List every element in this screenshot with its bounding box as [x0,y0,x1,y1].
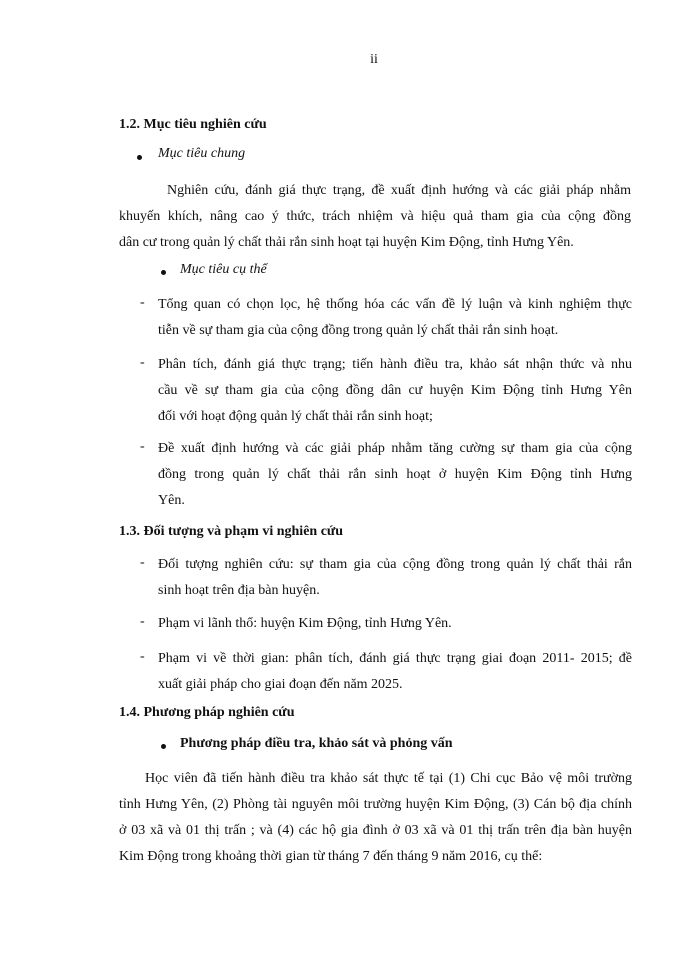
paragraph-line: khuyến khích, nâng cao ý thức, trách nhiệm và hiệu quả tham gia của cộng đồng [119,209,631,224]
section-heading-1-3: 1.3. Đối tượng và phạm vi nghiên cứu [119,524,344,539]
specific-item-2 [158,352,632,430]
paragraph-line: Học viên đã tiến hành điều tra khảo sát thực tế tại (1) Chi cục Bảo vệ môi trường [145,771,632,786]
specific-objective-label: Mục tiêu cụ thể [180,262,267,277]
dash-marker: - [140,614,145,629]
paragraph-line: Nghiên cứu, đánh giá thực trạng, đề xuất định hướng và các giải pháp nhằm [167,183,631,198]
item-line: Phạm vi về thời gian: phân tích, đánh giá thực trạng giai đoạn 2011- 2015; đề [158,651,632,666]
general-objective-paragraph [119,178,631,256]
dash-marker: - [140,649,145,664]
item-line: đối với hoạt động quản lý chất thải rắn sinh hoạt; [158,409,433,424]
item-line: đồng trong quản lý chất thải rắn sinh hoạt ở huyện Kim Động tỉnh Hưng [158,467,632,482]
scope-item-1 [158,552,632,604]
paragraph-line: ở 03 xã và 01 thị trấn ; và (4) các hộ gia đình ở 03 xã và 01 thị trấn trên địa bàn huyện [119,823,632,838]
paragraph-line: Kim Động trong khoảng thời gian từ tháng 7 đến tháng 9 năm 2016, cụ thể: [119,849,543,864]
specific-item-3 [158,436,632,514]
method-paragraph [119,766,632,870]
section-heading-1-2: 1.2. Mục tiêu nghiên cứu [119,117,267,132]
item-line: Đối tượng nghiên cứu: sự tham gia của cộng đồng trong quản lý chất thải rắn [158,557,632,572]
specific-item-1 [158,292,632,344]
item-line: cầu về sự tham gia của cộng đồng dân cư huyện Kim Động tỉnh Hưng Yên [158,383,632,398]
paragraph-line: dân cư trong quản lý chất thải rắn sinh hoạt tại huyện Kim Động, tỉnh Hưng Yên. [119,235,574,250]
scope-item-3 [158,646,632,698]
item-line: tiễn về sự tham gia của cộng đồng trong quản lý chất thải rắn sinh hoạt. [158,323,559,338]
dash-marker: - [140,439,145,454]
method-label: Phương pháp điều tra, khảo sát và phỏng vấn [180,736,453,751]
bullet-dot [161,744,166,749]
section-heading-1-4: 1.4. Phương pháp nghiên cứu [119,705,295,720]
bullet-dot [161,270,166,275]
dash-marker: - [140,355,145,370]
scope-item-2 [158,611,632,637]
general-objective-label: Mục tiêu chung [158,146,246,161]
item-line: Phạm vi lãnh thổ: huyện Kim Động, tỉnh Hưng Yên. [158,616,452,631]
item-line: Yên. [158,493,185,508]
page-number: ii [370,52,378,67]
item-line: Đề xuất định hướng và các giải pháp nhằm tăng cường sự tham gia của cộng [158,441,632,456]
item-line: sinh hoạt trên địa bàn huyện. [158,583,320,598]
dash-marker: - [140,295,145,310]
item-line: Phân tích, đánh giá thực trạng; tiến hành điều tra, khảo sát nhận thức và nhu [158,357,632,372]
item-line: Tổng quan có chọn lọc, hệ thống hóa các vấn đề lý luận và kinh nghiệm thực [158,297,632,312]
dash-marker: - [140,555,145,570]
item-line: xuất giải pháp cho giai đoạn đến năm 2025. [158,677,403,692]
paragraph-line: tỉnh Hưng Yên, (2) Phòng tài nguyên môi trường huyện Kim Động, (3) Cán bộ địa chính [119,797,632,812]
bullet-dot [137,155,142,160]
